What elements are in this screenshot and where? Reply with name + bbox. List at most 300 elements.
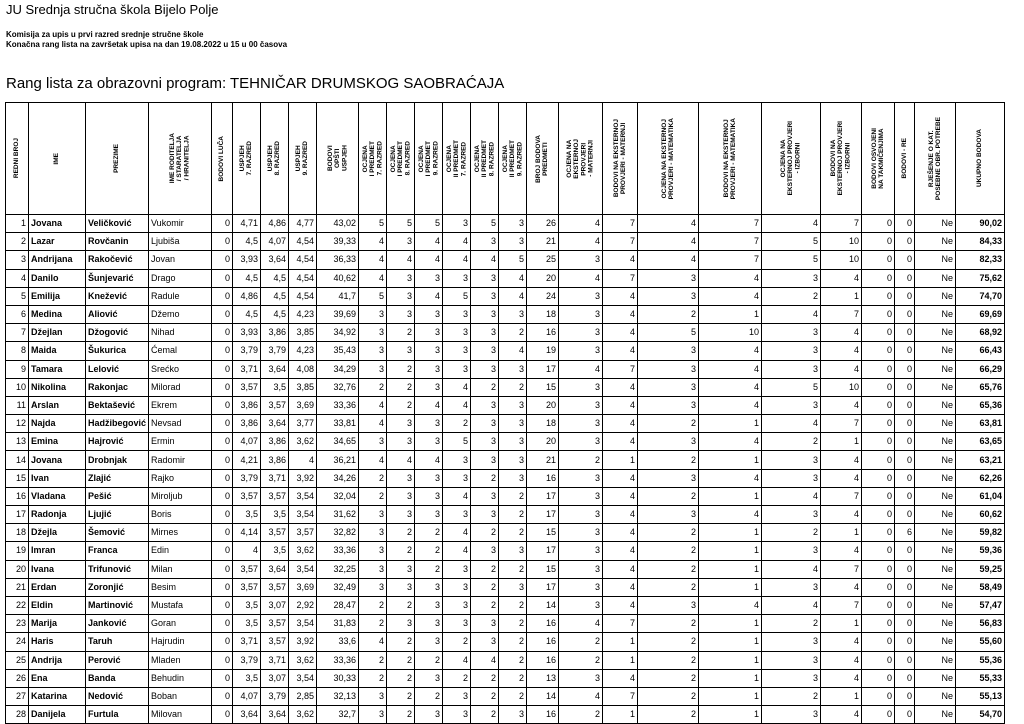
cell-grade-ii-9: 2 <box>499 687 527 705</box>
cell-general-points: 33,36 <box>317 651 359 669</box>
table-row <box>6 378 1005 396</box>
cell-last-name: Rakonjac <box>86 378 149 396</box>
column-header-special-needs <box>915 103 956 215</box>
column-header-general-points <box>317 103 359 215</box>
cell-grade-i-7: 3 <box>359 542 387 560</box>
cell-grade-i-9: 3 <box>415 269 443 287</box>
cell-subject-points: 13 <box>527 669 559 687</box>
column-header-label: OCJENA I PREDMET 7. RAZRED <box>361 140 384 177</box>
cell-ext-elective-points: 4 <box>821 706 862 724</box>
cell-success-8: 3,57 <box>261 633 289 651</box>
table-row <box>6 415 1005 433</box>
cell-grade-i-9: 3 <box>415 615 443 633</box>
cell-grade-i-9: 3 <box>415 324 443 342</box>
cell-first-name: Haris <box>29 633 86 651</box>
cell-subject-points: 21 <box>527 451 559 469</box>
cell-ext-native-points: 7 <box>603 269 638 287</box>
cell-grade-ii-7: 3 <box>443 706 471 724</box>
cell-ext-native-grade: 3 <box>559 305 603 323</box>
cell-grade-ii-8: 3 <box>471 269 499 287</box>
cell-rank: 20 <box>6 560 29 578</box>
cell-grade-ii-9: 2 <box>499 633 527 651</box>
cell-special-needs: Ne <box>915 305 956 323</box>
cell-special-needs: Ne <box>915 506 956 524</box>
table-row <box>6 324 1005 342</box>
cell-grade-i-8: 2 <box>387 596 415 614</box>
cell-success-7: 4,71 <box>233 215 261 233</box>
cell-ext-elective-grade: 4 <box>762 305 821 323</box>
cell-grade-i-9: 2 <box>415 542 443 560</box>
cell-ext-native-points: 4 <box>603 415 638 433</box>
cell-subject-points: 16 <box>527 633 559 651</box>
cell-general-points: 32,04 <box>317 487 359 505</box>
cell-grade-i-9: 3 <box>415 706 443 724</box>
cell-ext-native-points: 4 <box>603 542 638 560</box>
cell-special-needs: Ne <box>915 324 956 342</box>
cell-grade-ii-9: 2 <box>499 524 527 542</box>
cell-success-7: 3,79 <box>233 651 261 669</box>
cell-ext-math-points: 4 <box>699 396 762 414</box>
cell-ext-math-grade: 4 <box>638 251 699 269</box>
column-header-competition-points <box>862 103 895 215</box>
column-header-grade-ii-7 <box>443 103 471 215</box>
cell-grade-ii-7: 3 <box>443 615 471 633</box>
cell-ext-elective-grade: 4 <box>762 487 821 505</box>
cell-ext-math-grade: 2 <box>638 633 699 651</box>
cell-grade-ii-9: 3 <box>499 706 527 724</box>
cell-success-7: 4,21 <box>233 451 261 469</box>
cell-first-name: Eldin <box>29 596 86 614</box>
cell-subject-points: 17 <box>527 506 559 524</box>
cell-total-points: 61,04 <box>956 487 1005 505</box>
cell-bodovi-re: 0 <box>895 415 915 433</box>
cell-bodovi-re: 6 <box>895 524 915 542</box>
cell-luca-points: 0 <box>212 651 233 669</box>
cell-special-needs: Ne <box>915 578 956 596</box>
cell-ext-math-points: 1 <box>699 524 762 542</box>
cell-ext-native-points: 7 <box>603 615 638 633</box>
cell-grade-ii-9: 3 <box>499 433 527 451</box>
column-header-label: IME <box>53 152 61 165</box>
cell-last-name: Aliović <box>86 305 149 323</box>
cell-grade-ii-7: 3 <box>443 324 471 342</box>
cell-general-points: 34,26 <box>317 469 359 487</box>
cell-parent-name: Radule <box>149 287 212 305</box>
cell-last-name: Lelović <box>86 360 149 378</box>
cell-ext-math-points: 4 <box>699 269 762 287</box>
cell-grade-i-8: 2 <box>387 378 415 396</box>
cell-ext-math-points: 4 <box>699 433 762 451</box>
cell-general-points: 32,76 <box>317 378 359 396</box>
cell-ext-native-points: 4 <box>603 342 638 360</box>
cell-competition-points: 0 <box>862 506 895 524</box>
cell-bodovi-re: 0 <box>895 287 915 305</box>
table-row <box>6 251 1005 269</box>
cell-total-points: 59,82 <box>956 524 1005 542</box>
cell-last-name: Hadžibegović <box>86 415 149 433</box>
cell-grade-i-9: 3 <box>415 596 443 614</box>
cell-parent-name: Milorad <box>149 378 212 396</box>
cell-grade-ii-9: 3 <box>499 396 527 414</box>
cell-general-points: 32,49 <box>317 578 359 596</box>
cell-rank: 14 <box>6 451 29 469</box>
cell-ext-elective-points: 7 <box>821 596 862 614</box>
cell-total-points: 55,36 <box>956 651 1005 669</box>
cell-first-name: Emina <box>29 433 86 451</box>
cell-general-points: 39,33 <box>317 233 359 251</box>
column-header-label: PREZIME <box>113 144 121 173</box>
cell-bodovi-re: 0 <box>895 269 915 287</box>
cell-success-8: 4,86 <box>261 215 289 233</box>
cell-ext-elective-points: 7 <box>821 215 862 233</box>
column-header-label: USPJEH 7. RAZRED <box>239 141 254 176</box>
cell-total-points: 84,33 <box>956 233 1005 251</box>
cell-first-name: Danilo <box>29 269 86 287</box>
cell-ext-native-grade: 3 <box>559 524 603 542</box>
cell-grade-i-8: 2 <box>387 360 415 378</box>
cell-subject-points: 20 <box>527 269 559 287</box>
cell-grade-i-8: 3 <box>387 233 415 251</box>
cell-grade-ii-7: 3 <box>443 215 471 233</box>
cell-first-name: Arslan <box>29 396 86 414</box>
cell-bodovi-re: 0 <box>895 396 915 414</box>
cell-success-7: 4,86 <box>233 287 261 305</box>
cell-luca-points: 0 <box>212 524 233 542</box>
cell-grade-ii-7: 3 <box>443 506 471 524</box>
column-header-label: RJEŠENJE O KAT. POSEBNE OBR. POTREBE <box>927 116 943 201</box>
cell-special-needs: Ne <box>915 633 956 651</box>
cell-grade-i-7: 3 <box>359 524 387 542</box>
cell-success-8: 3,5 <box>261 542 289 560</box>
cell-grade-i-8: 2 <box>387 524 415 542</box>
cell-ext-math-grade: 3 <box>638 269 699 287</box>
cell-ext-math-points: 1 <box>699 451 762 469</box>
cell-total-points: 60,62 <box>956 506 1005 524</box>
cell-ext-native-points: 4 <box>603 251 638 269</box>
column-header-label: OCJENA NA EKSTERNOJ PROVJERI - MATEMATIKA <box>660 117 676 200</box>
table-row <box>6 687 1005 705</box>
cell-total-points: 56,83 <box>956 615 1005 633</box>
cell-success-9: 3,62 <box>289 433 317 451</box>
cell-ext-elective-points: 7 <box>821 415 862 433</box>
cell-rank: 15 <box>6 469 29 487</box>
cell-general-points: 41,7 <box>317 287 359 305</box>
cell-success-9: 3,57 <box>289 524 317 542</box>
cell-subject-points: 16 <box>527 651 559 669</box>
cell-ext-elective-points: 4 <box>821 542 862 560</box>
cell-competition-points: 0 <box>862 451 895 469</box>
column-header-ext-math-points <box>699 103 762 215</box>
cell-competition-points: 0 <box>862 578 895 596</box>
cell-success-8: 3,5 <box>261 378 289 396</box>
cell-special-needs: Ne <box>915 251 956 269</box>
cell-last-name: Šemović <box>86 524 149 542</box>
cell-grade-ii-7: 3 <box>443 560 471 578</box>
cell-ext-elective-grade: 2 <box>762 524 821 542</box>
cell-last-name: Šukurica <box>86 342 149 360</box>
cell-grade-i-9: 4 <box>415 251 443 269</box>
cell-parent-name: Mustafa <box>149 596 212 614</box>
cell-ext-elective-grade: 3 <box>762 469 821 487</box>
cell-parent-name: Goran <box>149 615 212 633</box>
column-header-label: USPJEH 8. RAZRED <box>267 141 282 176</box>
cell-grade-ii-8: 2 <box>471 469 499 487</box>
cell-ext-elective-grade: 3 <box>762 342 821 360</box>
cell-bodovi-re: 0 <box>895 378 915 396</box>
cell-grade-i-7: 3 <box>359 560 387 578</box>
cell-total-points: 55,60 <box>956 633 1005 651</box>
cell-grade-i-7: 4 <box>359 396 387 414</box>
cell-ext-native-points: 4 <box>603 487 638 505</box>
cell-ext-native-points: 4 <box>603 560 638 578</box>
column-header-bodovi-re <box>895 103 915 215</box>
column-header-success-7 <box>233 103 261 215</box>
table-header-row <box>6 103 1005 215</box>
cell-luca-points: 0 <box>212 578 233 596</box>
table-row <box>6 233 1005 251</box>
cell-first-name: Džejla <box>29 524 86 542</box>
cell-success-7: 4,07 <box>233 687 261 705</box>
cell-parent-name: Edin <box>149 542 212 560</box>
column-header-label: BODOVI NA EKSTERNOJ PROVJERI - MATERNJI <box>612 119 628 198</box>
cell-success-9: 4,23 <box>289 305 317 323</box>
cell-grade-i-7: 2 <box>359 669 387 687</box>
cell-rank: 1 <box>6 215 29 233</box>
cell-grade-i-7: 3 <box>359 706 387 724</box>
cell-total-points: 75,62 <box>956 269 1005 287</box>
table-row <box>6 542 1005 560</box>
cell-grade-i-8: 3 <box>387 305 415 323</box>
cell-parent-name: Rajko <box>149 469 212 487</box>
cell-success-9: 4,54 <box>289 251 317 269</box>
cell-grade-i-9: 3 <box>415 669 443 687</box>
cell-ext-elective-points: 7 <box>821 560 862 578</box>
cell-ext-elective-grade: 4 <box>762 215 821 233</box>
cell-success-9: 4,54 <box>289 269 317 287</box>
cell-ext-math-grade: 3 <box>638 506 699 524</box>
cell-competition-points: 0 <box>862 378 895 396</box>
cell-special-needs: Ne <box>915 233 956 251</box>
cell-bodovi-re: 0 <box>895 469 915 487</box>
cell-bodovi-re: 0 <box>895 669 915 687</box>
table-row <box>6 506 1005 524</box>
cell-success-9: 3,62 <box>289 706 317 724</box>
cell-bodovi-re: 0 <box>895 596 915 614</box>
cell-total-points: 65,36 <box>956 396 1005 414</box>
cell-grade-ii-8: 3 <box>471 487 499 505</box>
cell-first-name: Vladana <box>29 487 86 505</box>
cell-general-points: 31,83 <box>317 615 359 633</box>
cell-parent-name: Besim <box>149 578 212 596</box>
cell-first-name: Marija <box>29 615 86 633</box>
cell-ext-native-points: 4 <box>603 578 638 596</box>
cell-ext-math-grade: 2 <box>638 542 699 560</box>
column-header-label: USPJEH 9. RAZRED <box>295 141 310 176</box>
column-header-ext-native-points <box>603 103 638 215</box>
cell-general-points: 43,02 <box>317 215 359 233</box>
cell-general-points: 34,65 <box>317 433 359 451</box>
cell-total-points: 58,49 <box>956 578 1005 596</box>
cell-ext-elective-grade: 4 <box>762 415 821 433</box>
cell-luca-points: 0 <box>212 487 233 505</box>
cell-grade-i-7: 3 <box>359 324 387 342</box>
cell-grade-i-8: 2 <box>387 687 415 705</box>
cell-grade-i-7: 2 <box>359 651 387 669</box>
cell-competition-points: 0 <box>862 615 895 633</box>
cell-grade-ii-7: 4 <box>443 542 471 560</box>
cell-first-name: Danijela <box>29 706 86 724</box>
cell-rank: 5 <box>6 287 29 305</box>
cell-ext-elective-grade: 2 <box>762 287 821 305</box>
cell-success-9: 4,54 <box>289 233 317 251</box>
cell-ext-elective-points: 4 <box>821 342 862 360</box>
cell-success-8: 4,07 <box>261 233 289 251</box>
cell-ext-math-grade: 3 <box>638 596 699 614</box>
cell-rank: 21 <box>6 578 29 596</box>
cell-luca-points: 0 <box>212 324 233 342</box>
cell-grade-i-7: 3 <box>359 578 387 596</box>
cell-total-points: 68,92 <box>956 324 1005 342</box>
cell-rank: 13 <box>6 433 29 451</box>
cell-ext-native-grade: 2 <box>559 633 603 651</box>
cell-first-name: Andrija <box>29 651 86 669</box>
column-header-grade-i-8 <box>387 103 415 215</box>
cell-special-needs: Ne <box>915 524 956 542</box>
cell-total-points: 59,36 <box>956 542 1005 560</box>
cell-total-points: 63,65 <box>956 433 1005 451</box>
cell-success-8: 3,64 <box>261 251 289 269</box>
cell-bodovi-re: 0 <box>895 451 915 469</box>
cell-subject-points: 26 <box>527 215 559 233</box>
cell-general-points: 30,33 <box>317 669 359 687</box>
cell-grade-i-9: 4 <box>415 396 443 414</box>
cell-grade-ii-9: 2 <box>499 324 527 342</box>
cell-bodovi-re: 0 <box>895 305 915 323</box>
cell-grade-ii-7: 3 <box>443 451 471 469</box>
cell-ext-elective-grade: 3 <box>762 506 821 524</box>
cell-success-7: 3,5 <box>233 669 261 687</box>
cell-ext-native-grade: 4 <box>559 233 603 251</box>
cell-total-points: 74,70 <box>956 287 1005 305</box>
cell-grade-i-7: 4 <box>359 633 387 651</box>
cell-luca-points: 0 <box>212 342 233 360</box>
cell-subject-points: 24 <box>527 287 559 305</box>
cell-grade-i-7: 3 <box>359 342 387 360</box>
cell-grade-i-8: 3 <box>387 342 415 360</box>
cell-last-name: Furtula <box>86 706 149 724</box>
cell-ext-math-grade: 2 <box>638 451 699 469</box>
cell-success-7: 3,5 <box>233 506 261 524</box>
cell-ext-native-grade: 3 <box>559 378 603 396</box>
cell-parent-name: Miroljub <box>149 487 212 505</box>
cell-luca-points: 0 <box>212 560 233 578</box>
cell-ext-native-grade: 3 <box>559 396 603 414</box>
cell-last-name: Veličković <box>86 215 149 233</box>
cell-competition-points: 0 <box>862 305 895 323</box>
column-header-label: OCJENA I PREDMET 9. RAZRED <box>417 140 440 177</box>
cell-grade-i-7: 2 <box>359 487 387 505</box>
cell-success-9: 3,69 <box>289 396 317 414</box>
cell-subject-points: 16 <box>527 324 559 342</box>
cell-grade-ii-8: 3 <box>471 287 499 305</box>
cell-grade-i-9: 4 <box>415 451 443 469</box>
cell-grade-i-9: 3 <box>415 360 443 378</box>
cell-grade-i-9: 3 <box>415 633 443 651</box>
cell-grade-i-7: 3 <box>359 506 387 524</box>
cell-general-points: 36,33 <box>317 251 359 269</box>
cell-grade-ii-8: 3 <box>471 615 499 633</box>
cell-first-name: Imran <box>29 542 86 560</box>
cell-general-points: 39,69 <box>317 305 359 323</box>
cell-subject-points: 25 <box>527 251 559 269</box>
cell-grade-ii-9: 2 <box>499 378 527 396</box>
table-row <box>6 651 1005 669</box>
table-row <box>6 269 1005 287</box>
column-header-label: BODOVI - RE <box>900 138 908 179</box>
cell-grade-ii-8: 2 <box>471 687 499 705</box>
cell-total-points: 59,25 <box>956 560 1005 578</box>
cell-general-points: 32,7 <box>317 706 359 724</box>
cell-luca-points: 0 <box>212 596 233 614</box>
cell-ext-elective-points: 4 <box>821 633 862 651</box>
column-header-luca-points <box>212 103 233 215</box>
cell-parent-name: Boris <box>149 506 212 524</box>
cell-grade-ii-9: 5 <box>499 251 527 269</box>
cell-special-needs: Ne <box>915 342 956 360</box>
cell-success-7: 3,57 <box>233 578 261 596</box>
cell-general-points: 33,6 <box>317 633 359 651</box>
table-body <box>6 215 1005 724</box>
cell-ext-math-points: 7 <box>699 233 762 251</box>
cell-success-8: 3,79 <box>261 687 289 705</box>
table-row <box>6 615 1005 633</box>
cell-grade-ii-9: 4 <box>499 287 527 305</box>
cell-success-7: 3,57 <box>233 378 261 396</box>
cell-success-8: 3,79 <box>261 342 289 360</box>
cell-ext-elective-points: 4 <box>821 651 862 669</box>
cell-ext-math-grade: 3 <box>638 433 699 451</box>
cell-grade-ii-9: 2 <box>499 615 527 633</box>
cell-grade-ii-8: 5 <box>471 215 499 233</box>
cell-grade-i-8: 2 <box>387 669 415 687</box>
cell-bodovi-re: 0 <box>895 633 915 651</box>
cell-general-points: 34,29 <box>317 360 359 378</box>
cell-ext-elective-points: 1 <box>821 433 862 451</box>
cell-special-needs: Ne <box>915 669 956 687</box>
cell-grade-i-9: 3 <box>415 305 443 323</box>
cell-parent-name: Vukomir <box>149 215 212 233</box>
cell-last-name: Knežević <box>86 287 149 305</box>
cell-ext-elective-grade: 3 <box>762 360 821 378</box>
cell-total-points: 66,43 <box>956 342 1005 360</box>
cell-ext-native-grade: 2 <box>559 651 603 669</box>
cell-ext-math-points: 10 <box>699 324 762 342</box>
cell-bodovi-re: 0 <box>895 687 915 705</box>
cell-rank: 17 <box>6 506 29 524</box>
table-row <box>6 560 1005 578</box>
cell-grade-i-8: 3 <box>387 415 415 433</box>
cell-ext-math-grade: 3 <box>638 287 699 305</box>
cell-parent-name: Boban <box>149 687 212 705</box>
cell-ext-elective-points: 4 <box>821 324 862 342</box>
cell-grade-ii-9: 2 <box>499 560 527 578</box>
cell-grade-ii-7: 4 <box>443 524 471 542</box>
cell-success-8: 3,86 <box>261 324 289 342</box>
cell-ext-elective-points: 4 <box>821 578 862 596</box>
cell-grade-ii-9: 3 <box>499 415 527 433</box>
cell-ext-native-points: 7 <box>603 687 638 705</box>
cell-success-9: 3,92 <box>289 469 317 487</box>
